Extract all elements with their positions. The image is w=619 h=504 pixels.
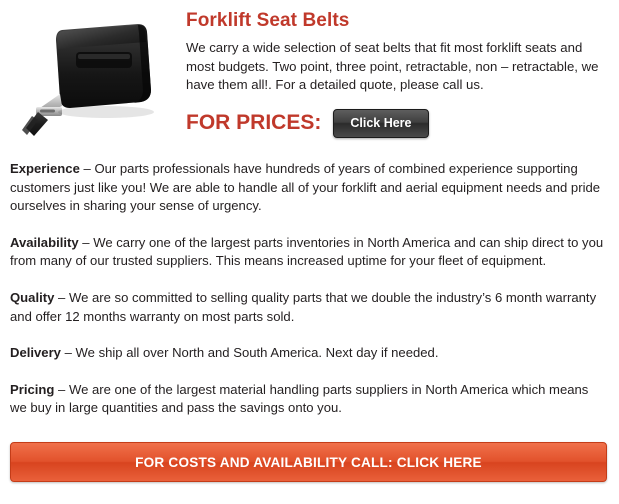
section-delivery [10,344,605,363]
section-pricing [10,381,605,418]
cta-label: FOR COSTS AND AVAILABILITY CALL: CLICK HERE [135,454,482,470]
prices-row [186,109,605,139]
page-title: Forklift Seat Belts [186,10,350,31]
section-dash-quality: – [54,289,69,305]
buckle-svg [18,12,178,144]
section-dash-availability: – [78,234,94,250]
section-availability [10,234,605,271]
section-text-pricing: We are one of the largest material handling parts suppliers in North America which means we buy in large quantities and pass the savings onto you. [10,381,589,416]
section-dash-delivery: – [60,345,76,361]
costs-availability-cta-button[interactable] [10,442,607,482]
for-prices-label: FOR PRICES: [186,111,322,135]
section-heading-delivery: Delivery [10,345,61,361]
click-here-button[interactable]: Click Here [333,109,428,139]
section-dash-experience: – [79,161,95,176]
top-section [0,0,619,144]
section-dash-pricing: – [54,381,69,397]
section-text-delivery: We ship all over North and South America. Next day if needed. [75,345,439,361]
section-experience [10,160,605,216]
section-quality [10,289,605,326]
intro-block [180,4,605,138]
seat-belt-buckle-illustration [18,12,178,144]
section-heading-quality: Quality [10,289,55,305]
section-heading-experience: Experience [10,161,80,176]
section-text-availability: We carry one of the largest parts inventories in North America and can ship direct to you from many of our trusted suppliers. This means increased uptime for your fleet of equipment. [10,234,604,269]
body-copy [0,144,619,418]
section-text-quality: We are so committed to selling quality parts that we double the industry’s 6 month warranty and offer 12 months warranty on most parts sold. [10,289,597,324]
section-heading-pricing: Pricing [10,381,55,397]
section-text-experience: Our parts professionals have hundreds of years of combined experience supporting customers just like you! We are able to handle all of your forklift and aerial equipment needs and pride ourselves in sharing your sense of urgency. [10,161,601,214]
product-image [10,4,180,144]
intro-paragraph: We carry a wide selection of seat belts that fit most forklift seats and most budgets. Two point, three point, retractable, non – retractable, we have them all!. For a detailed quote, please call us. [186,40,599,92]
section-heading-availability: Availability [10,234,79,250]
